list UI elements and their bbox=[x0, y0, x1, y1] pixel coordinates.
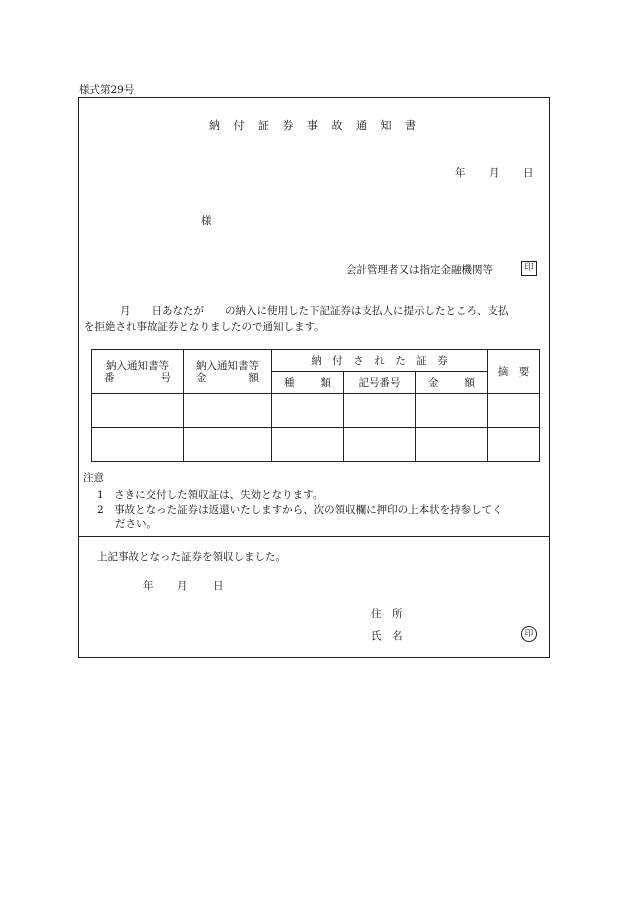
table-cell[interactable] bbox=[416, 428, 488, 462]
header-notice-amount-left: 金 bbox=[196, 371, 207, 384]
receipt-name-label: 氏 名 bbox=[371, 630, 403, 642]
table-cell[interactable] bbox=[344, 394, 416, 428]
header-securities-symbol-number: 記号番号 bbox=[344, 372, 416, 394]
table-cell[interactable] bbox=[184, 428, 272, 462]
header-amount-left: 金 bbox=[428, 377, 439, 389]
header-notice-amount bbox=[184, 350, 272, 394]
notice-line-2: を拒絶され事故証券となりましたので通知します。 bbox=[84, 321, 325, 333]
header-amount-right: 額 bbox=[464, 377, 475, 389]
table-cell[interactable] bbox=[272, 428, 344, 462]
receipt-year-label: 年 bbox=[143, 580, 154, 592]
note-2: 2 事故となった証券は返還いたしますから、次の領収欄に押印の上本状を持参してく bbox=[97, 504, 503, 516]
issuer-seal-box: 印 bbox=[521, 261, 537, 276]
notes-heading: 注意 bbox=[83, 472, 104, 484]
table-cell[interactable] bbox=[184, 394, 272, 428]
header-notice-number bbox=[92, 350, 184, 394]
notice-line-1: 月 日あなたが の納入に使用した下記証券は支払人に提示したところ、支払 bbox=[120, 305, 509, 317]
receipt-day-label: 日 bbox=[213, 580, 224, 592]
table-cell[interactable] bbox=[416, 394, 488, 428]
receipt-month-label: 月 bbox=[177, 580, 188, 592]
receipt-seal-circle: 印 bbox=[521, 626, 537, 642]
header-remarks: 摘 要 bbox=[488, 350, 540, 394]
securities-table bbox=[91, 349, 540, 462]
header-notice-number-left: 番 bbox=[104, 371, 115, 384]
notice-body bbox=[84, 303, 550, 335]
table-cell[interactable] bbox=[92, 428, 184, 462]
header-type-right: 類 bbox=[320, 377, 331, 389]
form-number: 様式第29号 bbox=[79, 84, 135, 96]
header-securities-type bbox=[272, 372, 344, 394]
date-year-label: 年 bbox=[455, 167, 466, 179]
note-1: 1 さきに交付した領収証は、失効となります。 bbox=[97, 489, 324, 501]
date-day-label: 日 bbox=[523, 167, 534, 179]
issuer-title: 会計管理者又は指定金融機関等 bbox=[346, 264, 493, 276]
header-type-left: 種 bbox=[284, 377, 295, 389]
table-row bbox=[92, 394, 540, 428]
document-title: 納 付 証 券 事 故 通 知 書 bbox=[209, 119, 421, 132]
note-2-continuation: ださい。 bbox=[115, 518, 157, 530]
receipt-address-label: 住 所 bbox=[371, 608, 403, 620]
header-notice-amount-line1: 納入通知書等 bbox=[196, 359, 259, 372]
header-securities-amount bbox=[416, 372, 488, 394]
table-row bbox=[92, 428, 540, 462]
section-divider bbox=[78, 536, 550, 537]
table-cell[interactable] bbox=[92, 394, 184, 428]
header-paid-securities: 納 付 さ れ た 証 券 bbox=[272, 350, 488, 372]
header-notice-number-right: 号 bbox=[160, 371, 171, 384]
table-cell[interactable] bbox=[488, 428, 540, 462]
table-cell[interactable] bbox=[488, 394, 540, 428]
header-notice-amount-right: 額 bbox=[248, 371, 259, 384]
table-cell[interactable] bbox=[272, 394, 344, 428]
date-month-label: 月 bbox=[489, 167, 500, 179]
header-notice-number-line1: 納入通知書等 bbox=[106, 359, 169, 372]
table-cell[interactable] bbox=[344, 428, 416, 462]
addressee-suffix: 様 bbox=[201, 215, 212, 227]
receipt-statement: 上記事故となった証券を領収しました。 bbox=[97, 551, 286, 563]
